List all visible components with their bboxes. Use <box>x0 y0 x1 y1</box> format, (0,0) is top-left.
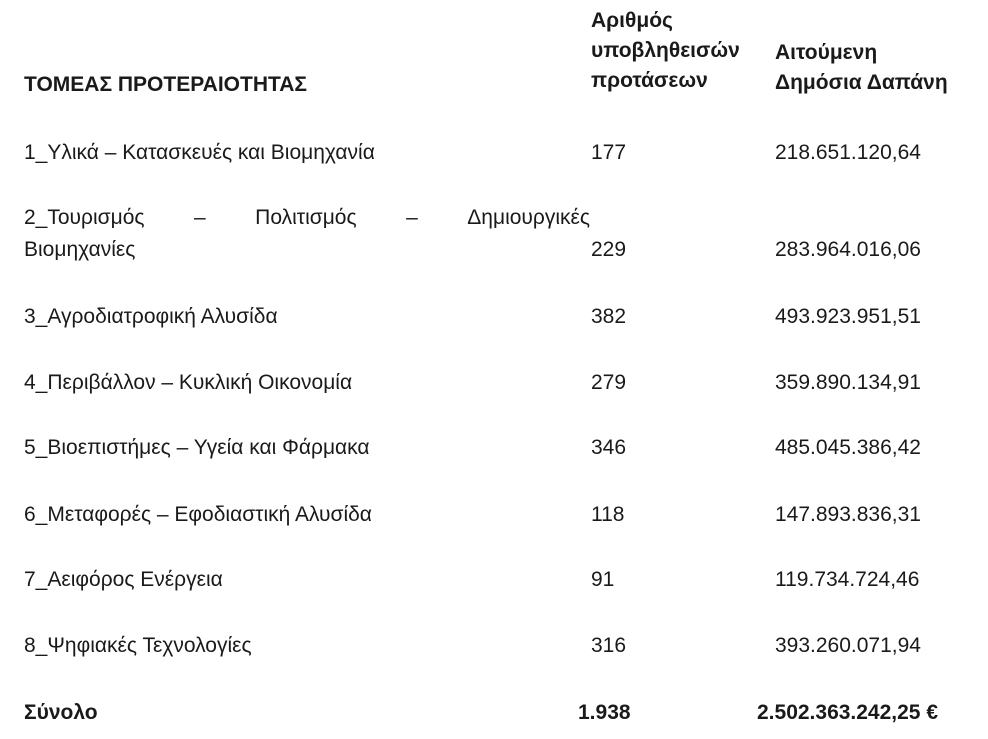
sector-name: 4_Περιβάλλον – Κυκλική Οικονομία <box>24 371 353 394</box>
sector-name-part: Δημιουργικές <box>467 206 590 229</box>
table-row <box>0 202 988 266</box>
sector-name-part: 2_Τουρισμός <box>24 206 145 229</box>
total-label: Σύνολο <box>24 701 98 724</box>
table-row <box>0 368 988 398</box>
header-count <box>591 6 761 96</box>
total-count: 1.938 <box>578 701 631 724</box>
proposal-count: 229 <box>591 238 627 261</box>
table-row <box>0 138 988 168</box>
header-budget-line: Αιτούμενη <box>775 41 878 64</box>
sector-name: 7_Αειφόρος Ενέργεια <box>24 568 223 591</box>
proposal-count: 91 <box>591 568 615 591</box>
proposal-count: 279 <box>591 371 627 394</box>
table-row <box>0 433 988 463</box>
total-budget: 2.502.363.242,25 € <box>757 701 939 724</box>
public-expenditure: 218.651.120,64 <box>775 141 921 164</box>
public-expenditure: 119.734.724,46 <box>775 568 920 591</box>
public-expenditure: 493.923.951,51 <box>775 305 921 328</box>
sector-name-part: Πολιτισμός <box>255 206 357 229</box>
sector-name: 8_Ψηφιακές Τεχνολογίες <box>24 634 252 657</box>
header-sector <box>24 70 307 100</box>
proposal-count: 346 <box>591 436 627 459</box>
public-expenditure: 147.893.836,31 <box>775 503 921 526</box>
proposal-count: 118 <box>591 503 625 526</box>
public-expenditure: 485.045.386,42 <box>775 436 921 459</box>
sector-name: 1_Υλικά – Κατασκευές και Βιομηχανία <box>24 141 375 164</box>
sector-name <box>24 202 590 266</box>
sector-name-part: – <box>406 206 418 229</box>
public-expenditure: 359.890.134,91 <box>775 371 921 394</box>
sector-name-line2: Βιομηχανίες <box>24 238 136 261</box>
header-count-line: υποβληθεισών <box>591 39 740 62</box>
table-row <box>0 565 988 595</box>
header-count-line: Αριθμός <box>591 9 673 32</box>
sector-name: 5_Βιοεπιστήμες – Υγεία και Φάρμακα <box>24 436 370 459</box>
header-budget <box>775 38 985 98</box>
header-count-line: προτάσεων <box>591 69 708 92</box>
sector-name: 6_Μεταφορές – Εφοδιαστική Αλυσίδα <box>24 503 372 526</box>
sector-name: 3_Αγροδιατροφική Αλυσίδα <box>24 305 278 328</box>
table-row <box>0 500 988 530</box>
public-expenditure: 283.964.016,06 <box>775 238 921 261</box>
table-row <box>0 631 988 661</box>
header-sector-label: ΤΟΜΕΑΣ ΠΡΟΤΕΡΑΙΟΤΗΤΑΣ <box>24 73 308 96</box>
proposal-count: 177 <box>591 141 627 164</box>
sector-name-part: – <box>194 206 206 229</box>
proposal-count: 382 <box>591 305 627 328</box>
proposal-count: 316 <box>591 634 627 657</box>
total-row <box>0 698 988 728</box>
table-row <box>0 302 988 332</box>
public-expenditure: 393.260.071,94 <box>775 634 921 657</box>
header-budget-line: Δημόσια Δαπάνη <box>775 71 948 94</box>
